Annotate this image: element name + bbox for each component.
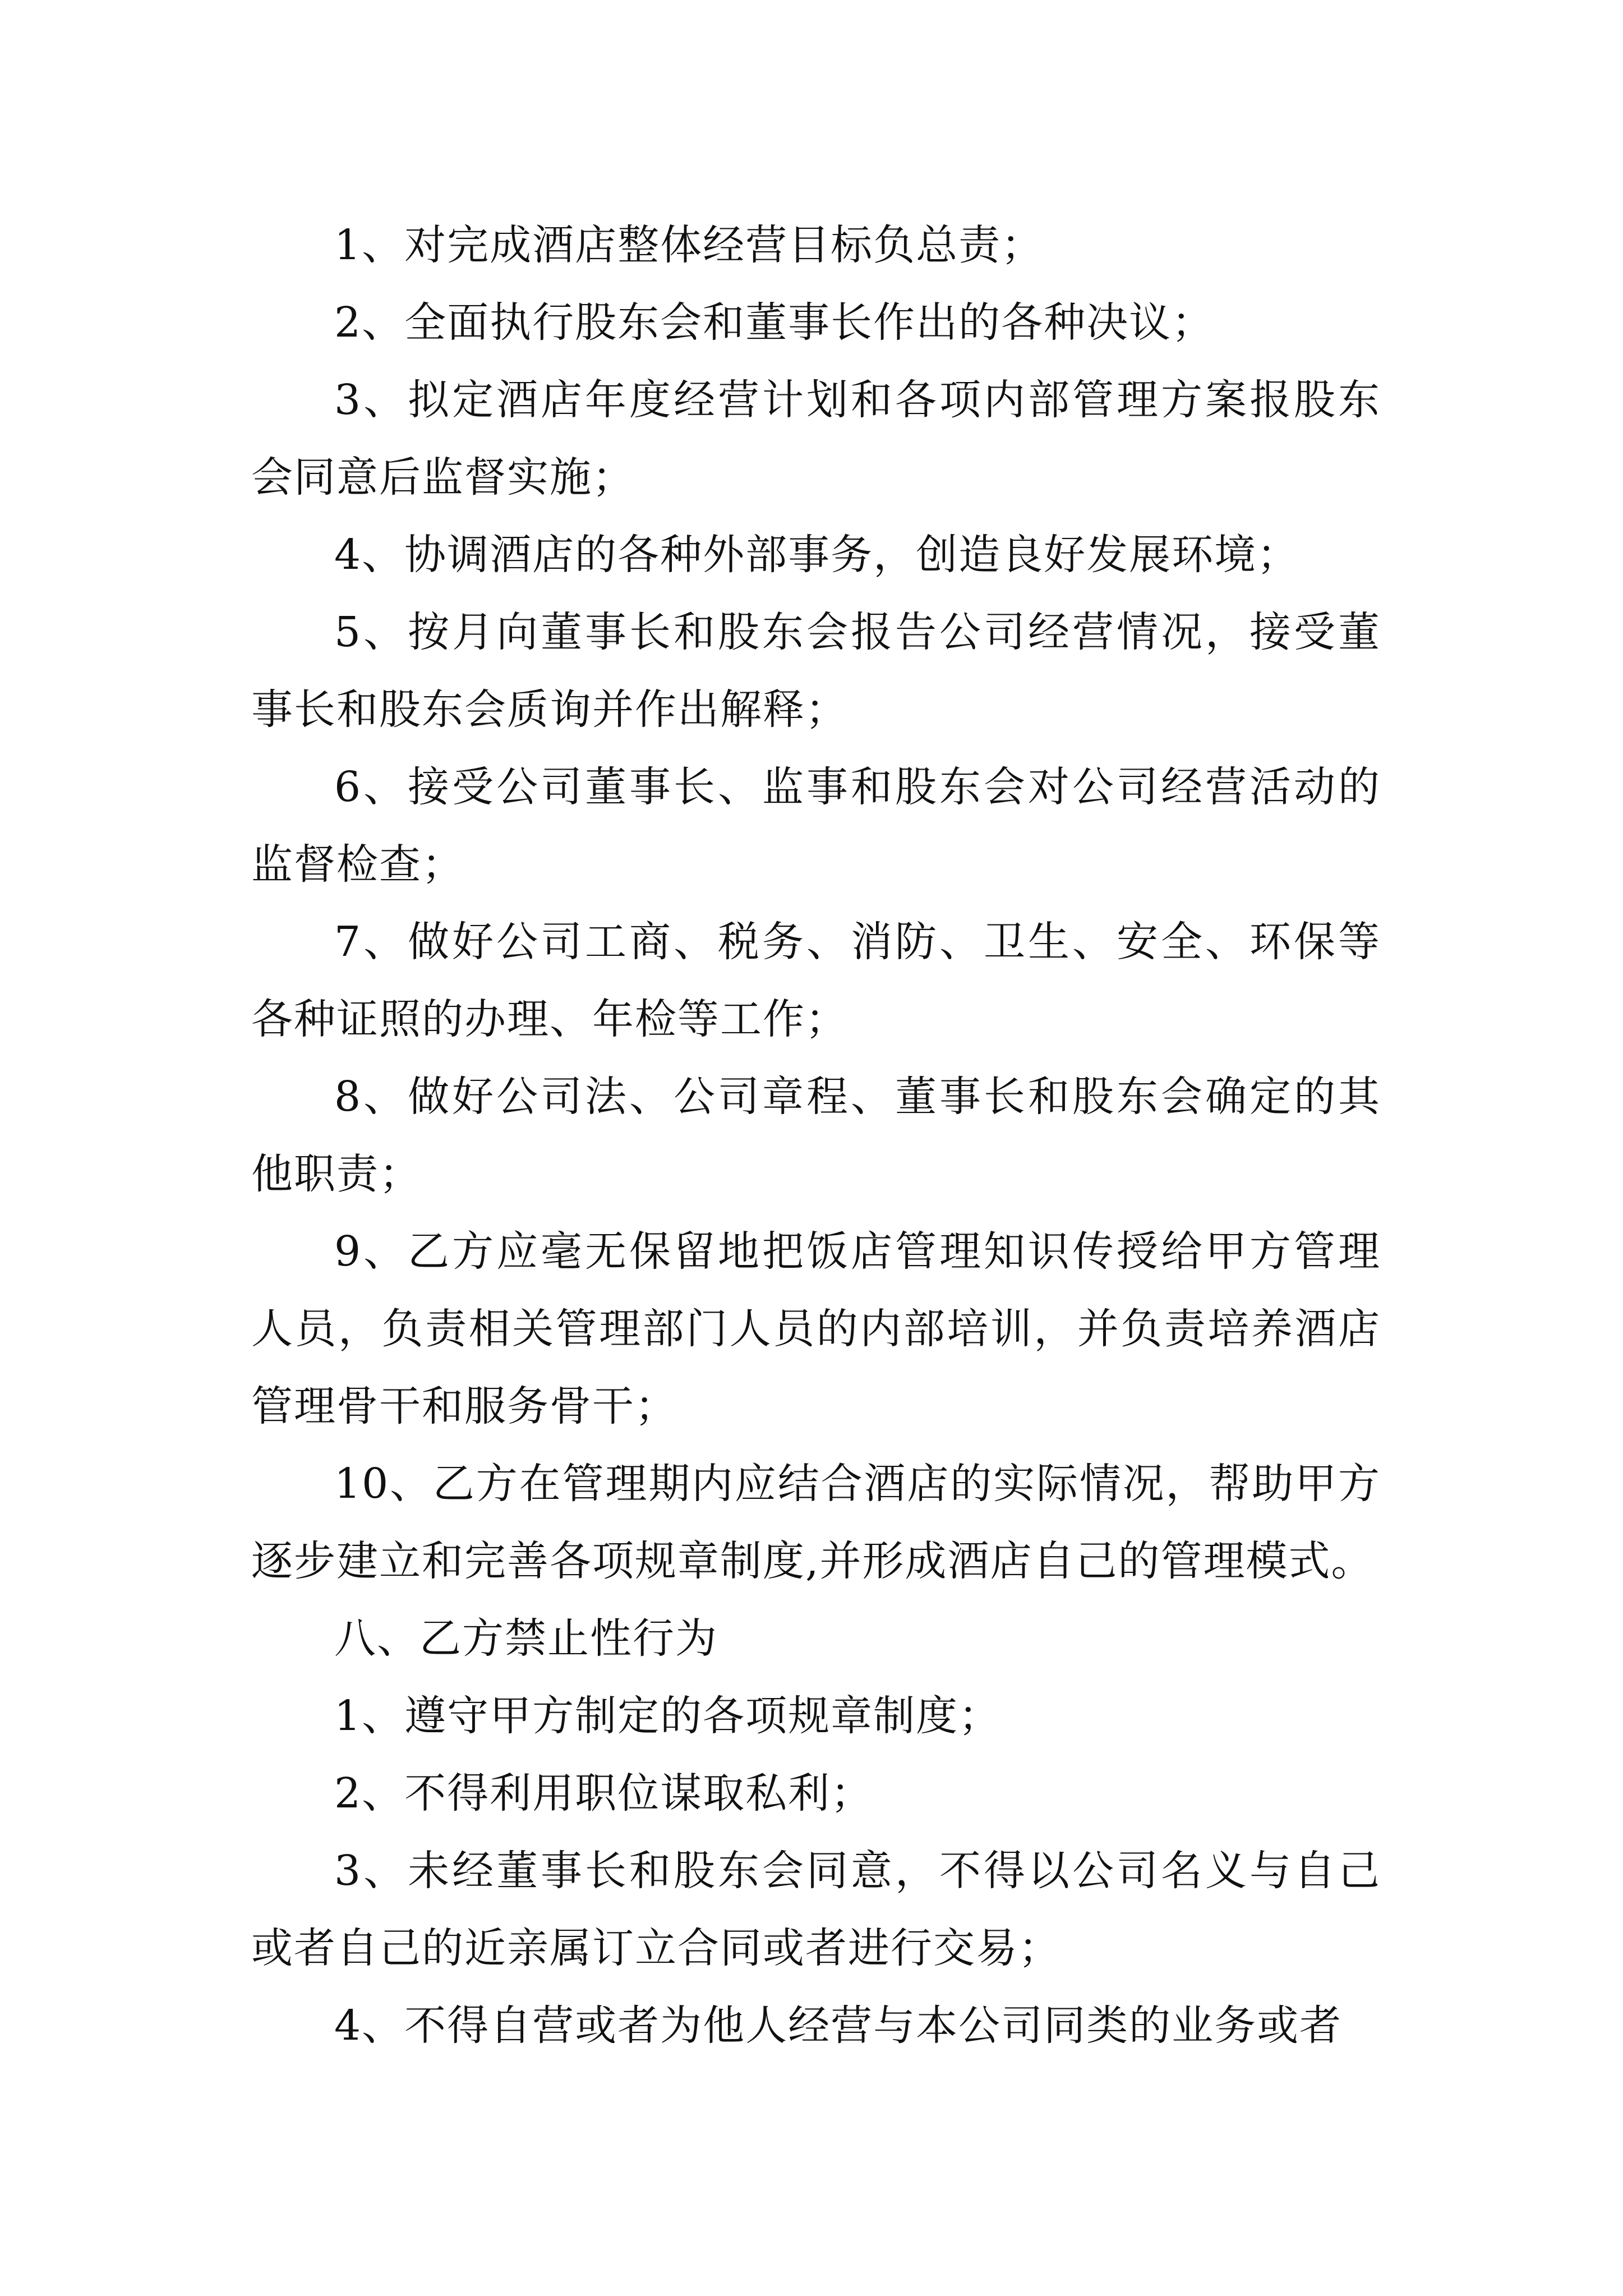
paragraph-duty-8: 8、做好公司法、公司章程、董事长和股东会确定的其他职责； [251, 1073, 1381, 1198]
paragraph-duty-5: 5、按月向董事长和股东会报告公司经营情况，接受董事长和股东会质询并作出解释； [251, 608, 1381, 734]
paragraph-duty-4: 4、协调酒店的各种外部事务，创造良好发展环境； [334, 531, 1300, 579]
document-page [251, 206, 1381, 2064]
paragraph-duty-3: 3、拟定酒店年度经营计划和各项内部管理方案报股东会同意后监督实施； [251, 376, 1381, 501]
paragraph-prohibition-3: 3、未经董事长和股东会同意，不得以公司名义与自己或者自己的近亲属订立合同或者进行交易； [251, 1847, 1381, 1972]
paragraph-duty-9: 9、乙方应毫无保留地把饭店管理知识传授给甲方管理人员，负责相关管理部门人员的内部培训，并负责培养酒店管理骨干和服务骨干； [251, 1227, 1381, 1430]
paragraph-prohibition-4: 4、不得自营或者为他人经营与本公司同类的业务或者 [334, 2001, 1343, 2050]
paragraph-duty-7: 7、做好公司工商、税务、消防、卫生、安全、环保等各种证照的办理、年检等工作； [251, 918, 1381, 1043]
paragraph-duty-10: 10、乙方在管理期内应结合酒店的实际情况，帮助甲方逐步建立和完善各项规章制度,并形成酒店自己的管理模式。 [251, 1460, 1381, 1585]
paragraph-duty-2: 2、全面执行股东会和董事长作出的各种决议； [334, 298, 1215, 347]
paragraph-prohibition-1: 1、遵守甲方制定的各项规章制度； [334, 1692, 1002, 1740]
section-heading-prohibited-conduct: 八、乙方禁止性行为 [334, 1614, 718, 1663]
paragraph-prohibition-2: 2、不得利用职位谋取私利； [334, 1769, 874, 1818]
paragraph-duty-6: 6、接受公司董事长、监事和股东会对公司经营活动的监督检查； [251, 763, 1381, 889]
paragraph-duty-1: 1、对完成酒店整体经营目标负总责； [334, 221, 1044, 269]
